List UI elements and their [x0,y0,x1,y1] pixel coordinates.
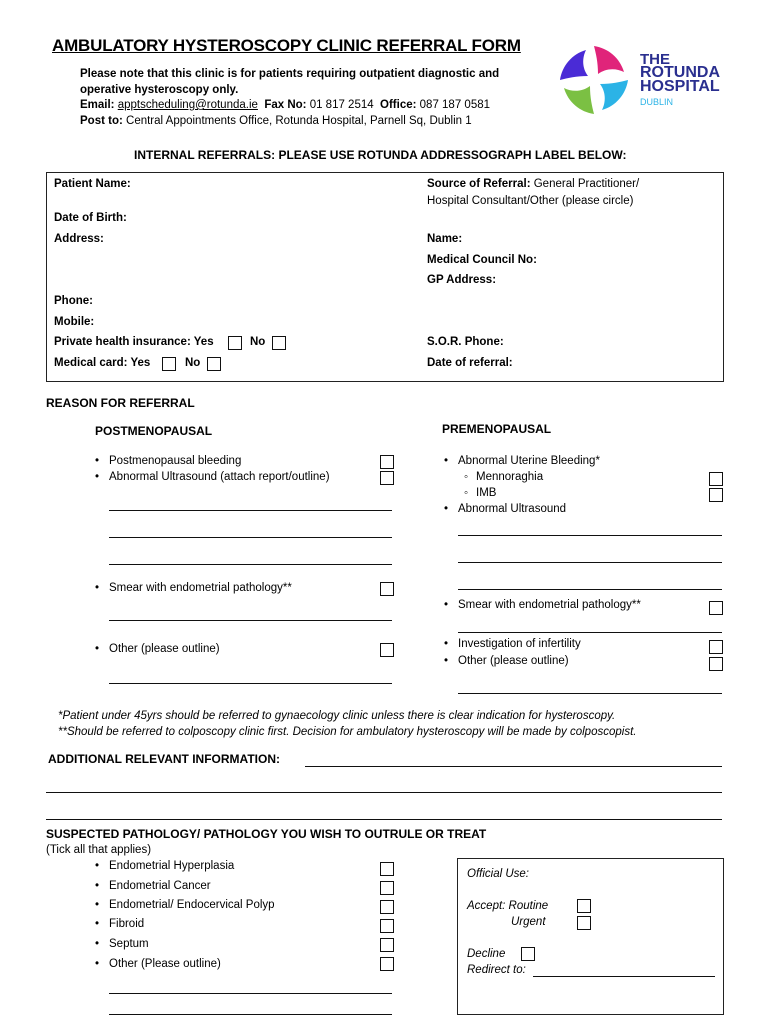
post-smear-line[interactable] [109,620,392,621]
postmenopausal-heading: POSTMENOPAUSAL [95,424,213,438]
post-ultrasound-checkbox[interactable] [380,471,394,485]
pathology-other-line-2[interactable] [109,1014,392,1015]
post-item-other: • Other (please outline) [109,643,220,655]
additional-info-line-2[interactable] [46,792,722,793]
insurance-no-label: No [250,336,266,348]
post-other-checkbox[interactable] [380,643,394,657]
office-value: 087 187 0581 [419,99,491,111]
footnote-1: *Patient under 45yrs should be referred to gynaecology clinic unless there is clear indication for hysteroscopy. [58,710,616,722]
polyp-checkbox[interactable] [380,900,394,914]
insurance-no-checkbox[interactable] [272,336,286,350]
urgent-checkbox[interactable] [577,916,591,930]
pre-item-smear: • Smear with endometrial pathology** [458,599,641,611]
pathology-item-other: • Other (Please outline) [109,958,221,970]
routine-checkbox[interactable] [577,899,591,913]
pathology-other-line-1[interactable] [109,993,392,994]
septum-checkbox[interactable] [380,938,394,952]
pre-smear-line[interactable] [458,632,722,633]
pre-item-other: • Other (please outline) [458,655,569,667]
post-outline-line-3[interactable] [109,564,392,565]
pre-menorrhagia-checkbox[interactable] [709,472,723,486]
insurance-label: Private health insurance: Yes [54,336,214,348]
fax-value: 01 817 2514 [309,99,374,111]
urgent-label: Urgent [511,916,546,928]
fax-label: Fax No: [264,99,307,111]
redirect-label: Redirect to: [467,964,526,976]
pathology-item-hyperplasia: • Endometrial Hyperplasia [109,860,234,872]
clinic-note-line2: operative hysteroscopy only. [80,84,239,96]
post-label: Post to: [80,115,123,127]
pre-other-checkbox[interactable] [709,657,723,671]
fibroid-checkbox[interactable] [380,919,394,933]
medical-council-label: Medical Council No: [427,254,537,266]
pathology-item-cancer: • Endometrial Cancer [109,880,211,892]
pre-outline-line-1[interactable] [458,535,722,536]
additional-info-line-1[interactable] [305,766,722,767]
pre-item-infertility: • Investigation of infertility [458,638,581,650]
patient-name-label: Patient Name: [54,178,131,190]
footnote-2: **Should be referred to colposcopy clinic first. Decision for ambulatory hysteroscopy will be made by colposcopist. [58,726,637,738]
source-label: Source of Referral: [427,178,531,190]
internal-referrals-note: INTERNAL REFERRALS: PLEASE USE ROTUNDA ADDRESSOGRAPH LABEL BELOW: [134,148,627,162]
gp-address-label: GP Address: [427,274,497,286]
reason-heading: REASON FOR REFERRAL [46,396,195,410]
pre-item-imb: ◦ IMB [476,487,496,499]
logo-line4: DUBLIN [640,97,674,107]
additional-info-label: ADDITIONAL RELEVANT INFORMATION: [48,752,280,766]
pre-outline-line-3[interactable] [458,589,722,590]
referrer-name-label: Name: [427,233,463,245]
pre-imb-checkbox[interactable] [709,488,723,502]
official-use-title: Official Use: [467,868,529,880]
post-bleeding-checkbox[interactable] [380,455,394,469]
pathology-heading: SUSPECTED PATHOLOGY/ PATHOLOGY YOU WISH TO OUTRULE OR TREAT [46,827,487,841]
pathology-item-fibroid: • Fibroid [109,918,144,930]
pre-outline-line-2[interactable] [458,562,722,563]
post-item-smear: • Smear with endometrial pathology** [109,582,292,594]
post-other-line[interactable] [109,683,392,684]
pre-infertility-checkbox[interactable] [709,640,723,654]
logo-line3: HOSPITAL [640,78,720,95]
pre-item-menorrhagia: ◦ Mennoraghia [476,471,543,483]
medical-card-no-label: No [185,357,201,369]
source-of-referral [427,178,639,190]
logo-line1: THE [640,51,670,68]
medical-card-no-checkbox[interactable] [207,357,221,371]
pre-item-ultrasound: • Abnormal Ultrasound [458,503,566,515]
address-label: Address: [54,233,104,245]
office-label: Office: [380,99,417,111]
pathology-subheading: (Tick all that applies) [46,844,152,856]
pathology-other-checkbox[interactable] [380,957,394,971]
redirect-line[interactable] [533,976,715,977]
official-use-box [457,858,724,1015]
source-value-line2: Hospital Consultant/Other (please circle) [427,195,634,207]
pre-item-aub: • Abnormal Uterine Bleeding* [458,455,600,467]
clinic-note-line1: Please note that this clinic is for patients requiring outpatient diagnostic and [80,68,500,80]
premenopausal-heading: PREMENOPAUSAL [442,422,552,436]
medical-card-label: Medical card: Yes [54,357,151,369]
contact-line [80,99,490,111]
decline-label: Decline [467,948,506,960]
accept-routine-label: Accept: Routine [467,900,549,912]
decline-checkbox[interactable] [521,947,535,961]
logo-line2: ROTUNDA [640,64,720,81]
mobile-label: Mobile: [54,316,95,328]
email-link[interactable]: apptscheduling@rotunda.ie [117,99,258,111]
dob-label: Date of Birth: [54,212,127,224]
pre-smear-checkbox[interactable] [709,601,723,615]
post-item-bleeding: • Postmenopausal bleeding [109,455,241,467]
rotunda-logo-icon [558,44,630,116]
hyperplasia-checkbox[interactable] [380,862,394,876]
pre-other-line[interactable] [458,693,722,694]
phone-label: Phone: [54,295,93,307]
sor-phone-label: S.O.R. Phone: [427,336,504,348]
post-smear-checkbox[interactable] [380,582,394,596]
additional-info-line-3[interactable] [46,819,722,820]
post-outline-line-1[interactable] [109,510,392,511]
form-title: AMBULATORY HYSTEROSCOPY CLINIC REFERRAL FORM [52,36,521,55]
post-value: Central Appointments Office, Rotunda Hospital, Parnell Sq, Dublin 1 [126,115,472,127]
post-outline-line-2[interactable] [109,537,392,538]
medical-card-yes-checkbox[interactable] [162,357,176,371]
source-value: General Practitioner/ [533,178,640,190]
post-item-ultrasound: • Abnormal Ultrasound (attach report/outline) [109,471,330,483]
pathology-item-polyp: • Endometrial/ Endocervical Polyp [109,899,275,911]
date-of-referral-label: Date of referral: [427,357,513,369]
cancer-checkbox[interactable] [380,881,394,895]
email-label: Email: [80,99,115,111]
post-line [80,115,472,127]
pathology-item-septum: • Septum [109,938,149,950]
insurance-yes-checkbox[interactable] [228,336,242,350]
